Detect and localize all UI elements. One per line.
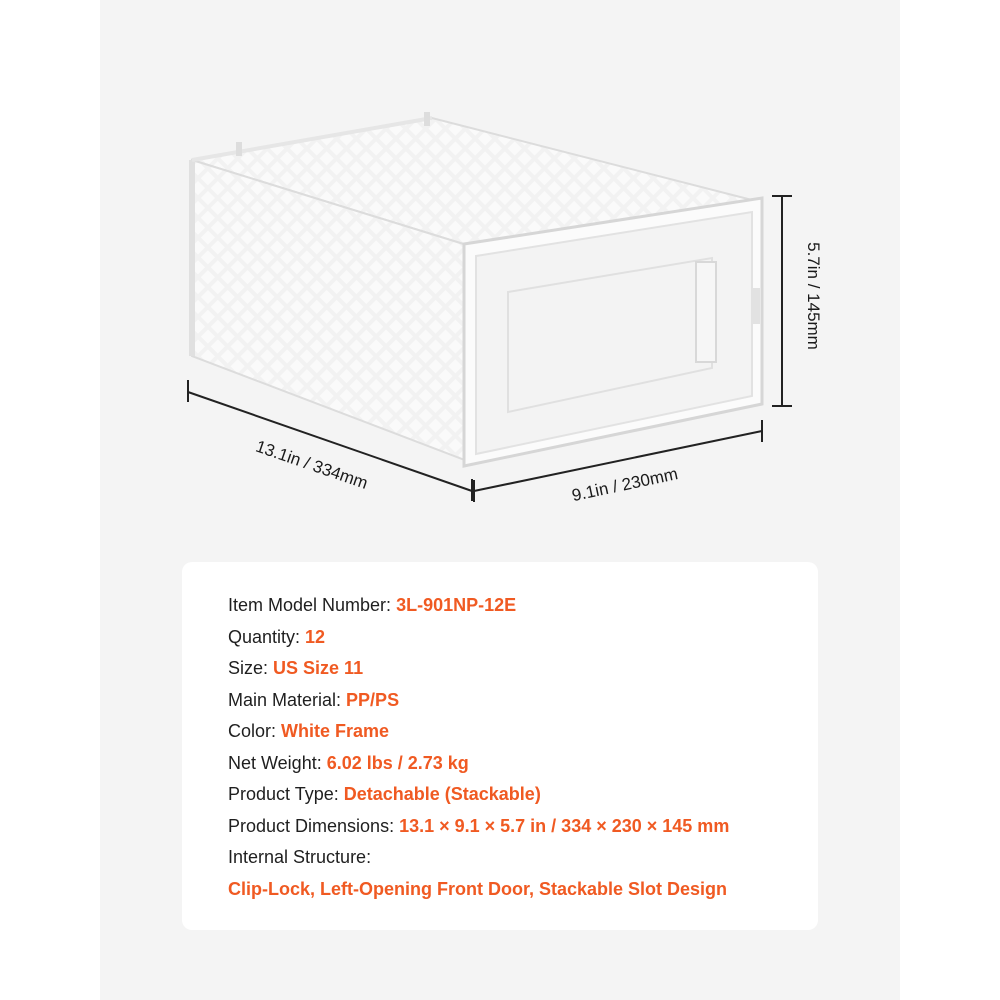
spec-row-model xyxy=(228,590,729,622)
spec-label: Net Weight: xyxy=(228,752,327,773)
spec-row-size xyxy=(228,653,729,685)
spec-label: Internal Structure: xyxy=(228,847,372,867)
spec-label: Item Model Number: xyxy=(228,595,397,615)
spec-row-structure xyxy=(228,842,729,874)
spec-list xyxy=(228,590,729,905)
spec-value: PP/PS xyxy=(346,689,400,710)
spec-label: Size: xyxy=(228,658,274,678)
height-label: 5.7in / 145mm xyxy=(804,242,823,350)
spec-card xyxy=(182,562,818,930)
spec-value: US Size 11 xyxy=(273,658,364,678)
spec-row-color xyxy=(228,716,729,748)
length-label: 13.1in / 334mm xyxy=(253,436,371,493)
spec-value: White Frame xyxy=(281,721,390,741)
width-label: 9.1in / 230mm xyxy=(570,464,680,506)
spec-label: Color: xyxy=(228,721,282,741)
spec-value: 12 xyxy=(305,626,326,647)
spec-value: Clip-Lock, Left-Opening Front Door, Stackable Slot Design xyxy=(228,878,728,899)
spec-row-material xyxy=(228,685,729,717)
shoe-box xyxy=(192,112,762,466)
spec-label: Product Dimensions: xyxy=(228,815,400,836)
spec-row-weight xyxy=(228,748,729,780)
door-handle xyxy=(696,262,716,362)
spec-value: 6.02 lbs / 2.73 kg xyxy=(326,752,469,773)
spec-value: 13.1 × 9.1 × 5.7 in / 334 × 230 × 145 mm xyxy=(399,815,730,836)
spec-row-quantity xyxy=(228,622,729,654)
spec-row-type xyxy=(228,779,729,811)
spec-label: Product Type: xyxy=(228,784,344,804)
spec-value: Detachable (Stackable) xyxy=(343,784,541,804)
spec-value: 3L-901NP-12E xyxy=(396,595,517,615)
spec-row-dimensions xyxy=(228,811,729,843)
spec-label: Quantity: xyxy=(228,626,306,647)
spec-label: Main Material: xyxy=(228,689,347,710)
spec-row-structure-detail xyxy=(228,874,729,906)
height-dimension xyxy=(772,196,823,406)
